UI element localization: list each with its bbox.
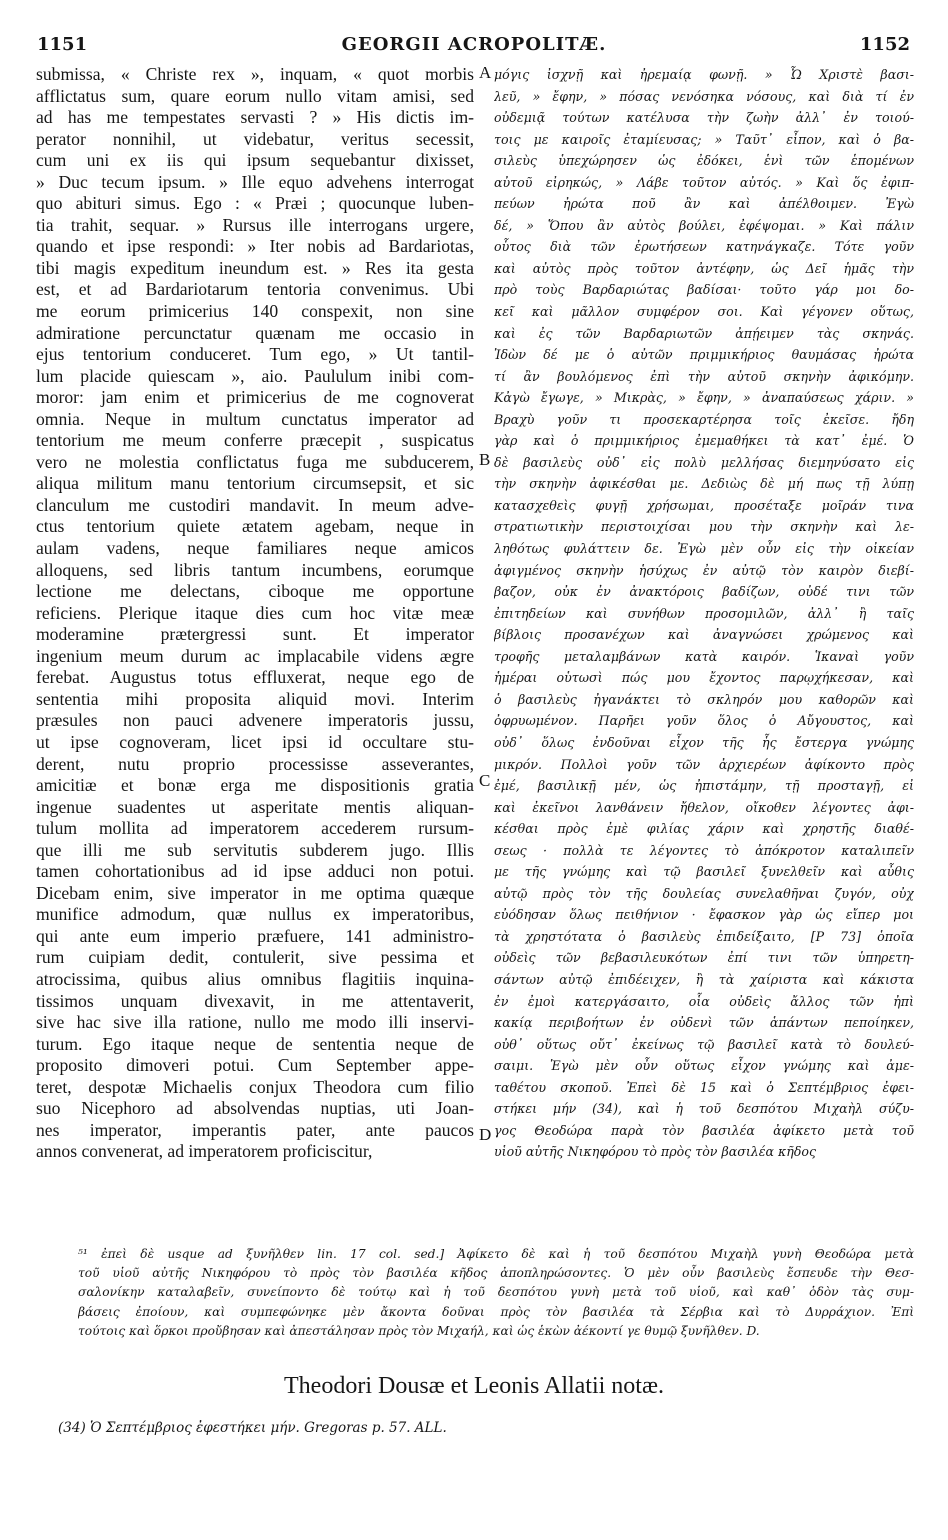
greek-line: οὐδεμιᾷ τούτων κατέλυσα τὴν ζωὴν ἀλλ᾽ ἐν τοιού- <box>494 110 914 126</box>
latin-line: Dicebam enim, sive imperator in me optima quæque <box>36 882 474 903</box>
greek-line: μικρόν. Πολλοὶ γοῦν τῶν ἀρχιερέων ἀφίκοντο πρὸς <box>494 756 914 772</box>
latin-line: tibi magis expeditum ineundum est. » Res ita gesta <box>36 257 474 278</box>
running-title: GEORGII ACROPOLITÆ. <box>341 34 607 55</box>
greek-line: υἱοῦ αὐτῆς Νικηφόρου τὸ πρὸς τὸν βασιλέα κῆδος <box>494 1144 817 1160</box>
latin-line: clanculum me custodiri mandavit. In meum adve- <box>36 494 474 515</box>
latin-line: est, et ad Bardariotarum tentoria convenimus. Ubi <box>36 279 474 300</box>
footnote-line: σαλονίκην καταλαβεῖν, συνείποντο δὲ τούτῳ καὶ ἡ τοῦ δεσπότου γυνὴ μετὰ τοῦ υἱοῦ, καὶ καθ᾽ ὁδὸν τὰς συμ- <box>78 1285 914 1300</box>
latin-line: reficiens. Plerique itaque dies cum hoc vitæ meæ <box>36 602 474 623</box>
latin-column <box>36 64 474 1163</box>
greek-line: σαιμι. Ἐγὼ μὲν οὖν οὕτως εἶχον γνώμης καὶ ἀμε- <box>494 1058 914 1074</box>
greek-line: λεῦ, » ἔφην, » πόσας νενόσηκα νόσους, καὶ διὰ τί ἐν <box>494 88 914 104</box>
greek-line: ὁ βασιλεὺς ἠγανάκτει τὸ σκληρόν μου καθορῶν καὶ <box>494 691 914 707</box>
latin-line: ut ipse cognoveram, licet ipsi id occultare stu- <box>36 731 474 752</box>
latin-line: alloquens, sed libris tantum incumbens, eorumque <box>36 559 474 580</box>
greek-line: οὐδ᾽ ὅλως ἐνδοῦναι εἶχον τῆς ἧς ἔστεργα γνώμης <box>494 734 914 750</box>
latin-line: teret, despotæ Michaelis conjux Theodora cum filio <box>36 1076 474 1097</box>
greek-line: σάντων αὐτῷ ἐπιδέειχεν, ἢ τὰ χαίριστα καὶ κάκιστα <box>494 971 914 987</box>
greek-line: οὐθ᾽ οὕτως οὔτ᾽ ἐκείνως τῷ βασιλεῖ κατὰ τὸ δουλεύ- <box>494 1036 914 1052</box>
latin-line: ctus tentorium quiete ætatem agebam, neque in <box>36 516 474 537</box>
greek-line: ταθέτου σκοποῦ. Ἐπεὶ δὲ 15 καὶ ὁ Σεπτέμβριος ἐφει- <box>494 1079 914 1095</box>
greek-column <box>494 64 914 1163</box>
latin-line: tissimos unquam divexavit, in me attentaverit, <box>36 990 474 1011</box>
greek-line: Βραχὺ γοῦν τι προσεκαρτέρησα τοῖς ἐκεῖσε. ἤδη <box>494 411 914 427</box>
greek-line: στήκει μήν (34), καὶ ἡ τοῦ δεσπότου Μιχαὴλ σύζυ- <box>494 1101 914 1117</box>
latin-line: admiratione percunctatur quænam me occasio in <box>36 322 474 343</box>
latin-line: turum. Ego itaque neque de sententia neque de <box>36 1033 474 1054</box>
notes-heading: Theodori Dousæ et Leonis Allatii notæ. <box>284 1373 664 1399</box>
greek-line: τροφῆς μεταλαμβάνων κατὰ καιρόν. Ἱκαναὶ γοῦν <box>494 648 914 664</box>
latin-line: aliqua militum manu tentorium circumsepsit, et sic <box>36 473 474 494</box>
latin-line: rum cuipiam dedit, contulerit, sive pessima et <box>36 947 474 968</box>
footnote-line: τούτοις καὶ ὅρκοι προὔβησαν καὶ ἀπεστάλησαν πρὸς τὸν Μιχαήλ, καὶ ὡς ἑκὼν ἀέκοντί γε θυμῷ ξυνῆλθεν. D. <box>78 1323 760 1338</box>
latin-line: afflictatus sum, quare eorum nullo vitam amisi, sed <box>36 85 474 106</box>
greek-line: ἀφιγμένος σκηνὴν ἡσύχως ἐν αὐτῷ τὸν καιρὸν διεβί- <box>494 562 914 578</box>
footnote-51 <box>78 1245 914 1341</box>
greek-line: δέ, » Ὅπου ἂν αὐτὸς βούλει, ἐφέψομαι. » Καὶ πάλιν <box>494 217 914 233</box>
latin-line: moderamine prætergressi sunt. Et imperator <box>36 624 474 645</box>
greek-line: κακίᾳ περιβοήτων ἐν οὐδενὶ τῶν ἁπάντων πεποίηκεν, <box>494 1015 914 1031</box>
greek-line: τοις με καιροῖς ἐταμίευσας; » Ταῦτ᾽ εἶπον, καὶ ὁ βα- <box>494 131 914 147</box>
latin-line: aulam vadens, neque familiares neque amicos <box>36 538 474 559</box>
greek-line: καὶ αὐτὸς πρὸς τοῦτον ἀντέφην, ὡς Δεῖ ἡμᾶς τὴν <box>494 260 914 276</box>
greek-line: βίβλοις προσανέχων καὶ ἀναγνώσει χρώμενος καὶ <box>494 627 914 643</box>
greek-line: τὴν σκηνὴν ἀφικέσθαι με. Δεδιὼς δὲ μή πως τῇ λύπῃ <box>494 476 914 492</box>
greek-line: Ἰδὼν δέ με ὁ αὐτῶν πριμμικήριος θαυμάσας ἠρώτα <box>494 347 914 363</box>
margin-letter-c: C <box>479 771 491 790</box>
greek-line: ὀφρυωμένον. Παρῆει γοῦν ὅλος ὁ Αὔγουστος, καὶ <box>494 713 914 729</box>
margin-letter-a: A <box>479 63 492 82</box>
latin-line: ingenue suadentes ut asperitate mentis aliquan- <box>36 796 474 817</box>
greek-line: σιλεὺς ὑπεχώρησεν ὡς ἐδόκει, ἑνὶ τῶν ἑπομένων <box>494 153 914 169</box>
greek-line: τὰ χρηστότατα ὁ βασιλεὺς ἐπιδείξαιτο, [P 73] ὁποῖα <box>494 928 914 944</box>
latin-line: omnia. Neque in multum cunctatus imperator ad <box>36 408 474 429</box>
latin-line: qui ante eum imperio præfuere, 141 administro- <box>36 925 474 946</box>
greek-line: αὐτῷ πρὸς τὸν τῆς δουλείας συνελαθῆναι ζυγόν, οὐχ <box>494 885 914 901</box>
latin-line: quando et ipse respondi: » Iter nobis ad Bardariotas, <box>36 236 474 257</box>
note-34: (34) Ὁ Σεπτέμβριος ἐφεστήκει μήν. Gregoras p. 57. ALL. <box>58 1420 447 1436</box>
footnote-line: τοῦ υἱοῦ αὐτῆς Νικηφόρου τὸ πρὸς τὸν βασιλέα κῆδος ἀποπληρώσοντες. Ὁ μὲν οὖν βασιλεὺς ἔσπευδε τὴν Θεσ- <box>78 1266 914 1281</box>
greek-line: καὶ ἐς τῶν Βαρδαριωτῶν ἀπῄειμεν τὰς σκηνάς. <box>494 325 914 341</box>
latin-line: que illi me sub servitutis subderem jugo. Illis <box>36 839 474 860</box>
greek-line: γος Θεοδώρα παρὰ τὸν βασιλέα ἀφίκετο μετὰ τοῦ <box>494 1122 914 1138</box>
greek-line: τί ἂν βουλόμενος ἐπὶ τὴν αὐτοῦ σκηνὴν ἀφικόμην. <box>494 368 914 384</box>
latin-line: derent, nutu proprio processisse asseverantes, <box>36 753 474 774</box>
latin-line: ejus tentorium conduceret. Tum ego, » Ut tantil- <box>36 344 474 365</box>
greek-line: αὐτοῦ εἰρηκώς, » Λάβε τοῦτον αὐτός. » Καὶ ὅς ἐφιπ- <box>494 174 914 190</box>
latin-line: ferebat. Augustus totus effluxerat, neque ego de <box>36 667 474 688</box>
latin-line: perator nonnihil, ut videbatur, veritus secessit, <box>36 128 474 149</box>
greek-line: ληθότως φυλάττειν δε. Ἐγὼ μὲν οὖν εἰς τὴν οἰκείαν <box>494 541 914 557</box>
greek-line: κεῖ καὶ μᾶλλον συμφέρον σοι. Καὶ γέγονεν οὕτως, <box>494 304 914 320</box>
greek-line: ἐν ἐμοὶ κατεργάσαιτο, οἷα οὐδεὶς ἄλλος τῶν ἠπὶ <box>494 993 914 1009</box>
greek-line: στρατιωτικὴν περιστοιχίσαι μου τὴν σκηνὴν καὶ λε- <box>494 519 914 535</box>
greek-line: με τῆς γνώμης καὶ τῷ βασιλεῖ ξυνελθεῖν καὶ αὖθις <box>494 864 914 880</box>
latin-line: suo Nicephoro ad absolvendas nuptias, uti Joan- <box>36 1098 474 1119</box>
page-number-left: 1151 <box>37 34 88 55</box>
latin-line: » Duc tecum ipsum. » Ille equo advehens interrogat <box>36 171 474 192</box>
greek-line: κέσθαι πρὸς ἐμὲ φιλίας χάριν καὶ χρηστῆς διαθέ- <box>494 821 914 837</box>
latin-line: annos convenerat, ad imperatorem proficiscitur, <box>36 1141 373 1162</box>
footnote-line: βάσεις ἐποίουν, καὶ συμπεφώνηκε μὲν ἄκοντα δοῦναι πρὸς τὸν βασιλέα τὰ Σέρβια καὶ τὸ Δυρράχιον. Ἐπὶ <box>78 1304 914 1319</box>
latin-line: vero ne molestia conflictatus fuga me subducerem, <box>36 451 474 472</box>
latin-line: lectione me delectans, ciboque me opportune <box>36 581 474 602</box>
latin-line: præsules non pauci advenere imperatoris jussu, <box>36 710 474 731</box>
margin-letter-d: D <box>479 1125 492 1144</box>
greek-line: εὐόδησαν ὅλως πειθήνιον · ἔφασκον γὰρ ὡς εἴπερ μοι <box>494 907 914 923</box>
greek-line: ἐμέ, βασιλικῇ μέν, ὡς ἠπιστάμην, τῇ προσταγῇ, εἰ <box>494 778 914 794</box>
latin-line: ingenium meum durum ac implacabile videns ægre <box>36 645 474 666</box>
greek-line: οὗτος διὰ τῶν ἐρωτήσεων κατηνάγκαζε. Τότε γοῦν <box>494 239 914 255</box>
latin-line: tamen cohortationibus ad id ipse adduci non potui. <box>36 861 474 882</box>
latin-line: lum placide quiescam », aio. Paululum inibi com- <box>36 365 474 386</box>
latin-line: tentorium me meum conferre præcepit , suspicatus <box>36 430 474 451</box>
latin-line: proposito dimoveri potui. Cum September appe- <box>36 1055 474 1076</box>
greek-line: ἐπιτηδείων καὶ συνήθων προσομιλῶν, ἀλλ᾽ ἢ ταῖς <box>494 605 914 621</box>
greek-line: σεως · πολλὰ τε λέγοντες τὸ ἀπόκροτον καταλιπεῖν <box>494 842 914 858</box>
greek-line: ἡμέραι οὑτωσὶ πώς μου ἔχοντος παρῳχήκεσαν, καὶ <box>494 670 914 686</box>
greek-line: δὲ βασιλεὺς οὐδ᾽ εἰς πολὺ μελλήσας διεμηνύσατο εἰς <box>494 454 914 470</box>
latin-line: me eorum primicerius 140 conspexit, non sine <box>36 301 474 322</box>
latin-line: quo abituri simus. Ego : « Præi ; quocunque luben- <box>36 193 474 214</box>
latin-line: tia trahit, sequar. » Rursus ille interrogans urgere, <box>36 214 474 235</box>
greek-line: καὶ ἐκεῖνοι λανθάνειν ἤθελον, οἴκοθεν λέγοντες ἀφι- <box>494 799 914 815</box>
latin-line: sive hac sive illa ratione, nullo me modo illi inservi- <box>36 1012 474 1033</box>
footnote-line: ⁵¹ ἐπεὶ δὲ usque ad ξυνῆλθεν lin. 17 col. sed.] Ἀφίκετο δὲ καὶ ἡ τοῦ δεσπότου Μιχαὴλ γυνὴ Θεοδώρα μετὰ <box>78 1247 914 1261</box>
greek-line: πεύων ἠρώτα ποῦ ἂν καὶ ἀπέλθοιμεν. Ἐγὼ <box>494 196 914 212</box>
greek-line: Κἀγὼ ἔγωγε, » Μικρὰς, » ἔφην, » ἀναπαύσεως χάριν. » <box>494 390 914 406</box>
greek-line: γὰρ καὶ ὁ πριμμικήριος ἐμεμαθήκει τὰ κατ᾽ ἐμέ. Ὁ <box>494 433 914 449</box>
greek-line: κατασχεθεὶς φυγῇ χρήσωμαι, προσέταξε μοῖράν τινα <box>494 497 914 513</box>
page-number-right: 1152 <box>859 34 910 55</box>
latin-line: ad has me tempestates servasti ? » His dictis im- <box>36 107 474 128</box>
latin-line: moror: jam enim et primicerius de me cognoverat <box>36 387 474 408</box>
greek-line: πρὸ τοὺς Βαρδαριώτας βαδίσαι· τοῦτο γάρ μοι δο- <box>494 282 914 298</box>
latin-line: atrocissima, quibus alius omnibus flagitiis inquina- <box>36 968 474 989</box>
greek-line: βαζον, οὐκ ἐν ἀνακτόροις βαδίζων, οὐδέ τινι τῶν <box>494 584 914 600</box>
latin-line: tulum mollita ad imperatorem accederem rursum- <box>36 818 474 839</box>
greek-line: οὐδεὶς τῶν βεβασιλευκότων ἐπί τινι τῶν ὑπηρετη- <box>494 950 914 966</box>
latin-line: cum uni ex iis qui ipsum sequebantur dixisset, <box>36 150 474 171</box>
latin-line: munifice admodum, quæ nullus ex imperatoribus, <box>36 904 474 925</box>
latin-line: submissa, « Christe rex », inquam, « quot morbis <box>36 64 474 84</box>
latin-line: amicitiæ et bonæ erga me dispositionis gratia <box>36 775 474 796</box>
margin-letter-b: B <box>479 450 491 469</box>
latin-line: nes imperator, imperantis pater, ante paucos <box>36 1119 474 1140</box>
latin-line: sententia mihi proposita aliquid movi. Interim <box>36 688 474 709</box>
greek-line: μόγις ἰσχνῇ καὶ ἠρεμαίᾳ φωνῇ. » Ὦ Χριστὲ βασι- <box>494 67 914 82</box>
